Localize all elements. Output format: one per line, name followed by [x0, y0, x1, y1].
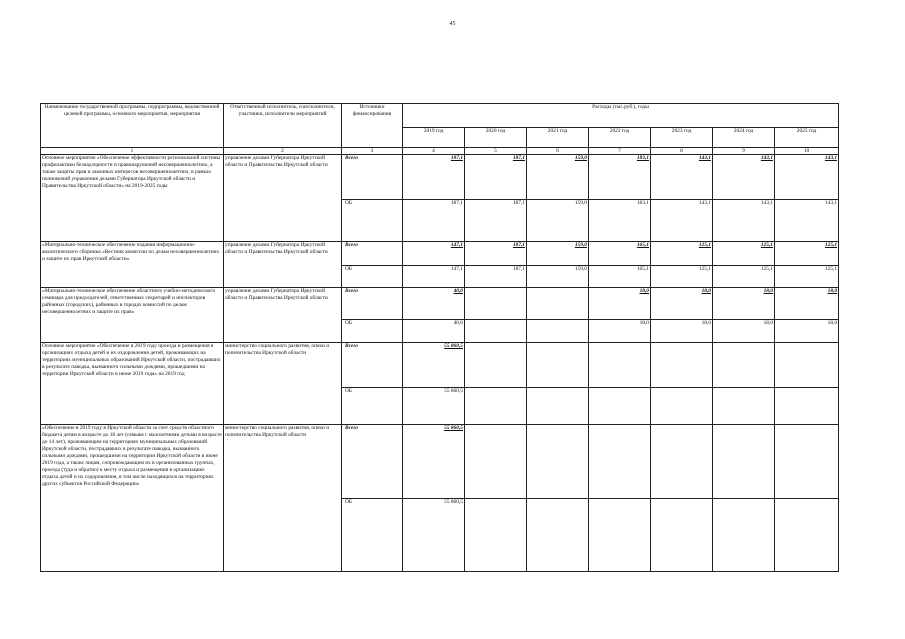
measure-name-cell: «Материально-техническое обеспечение областного учебно-методического семинара для председателей, ответственных секретарей и инспекторов районных (городских), районных в городах комиссий по делам несовершеннолетних и защите их прав» [41, 288, 224, 343]
ob-value-cell: 18,0 [651, 320, 713, 343]
total-value-cell: 187,1 [403, 155, 465, 200]
ob-value-cell [713, 499, 775, 572]
total-value-cell: 159,0 [527, 242, 589, 266]
column-number: 3 [342, 148, 403, 155]
total-value-cell [775, 425, 839, 499]
responsible-cell: министерство социального развития, опеки и попечительства Иркутской области [224, 343, 342, 425]
source-total-label: Всего [345, 288, 358, 294]
column-number: 9 [713, 148, 775, 155]
total-value-cell [651, 343, 713, 388]
source-ob-label: ОБ [345, 388, 352, 394]
total-value-cell: 18,0 [589, 288, 651, 320]
source-ob-label: ОБ [345, 320, 352, 326]
header-year: 2025 год [775, 128, 839, 148]
source-ob-cell [342, 388, 403, 425]
ob-value-cell: 143,1 [651, 200, 713, 242]
source-total-label: Всего [345, 343, 358, 349]
total-value-cell: 18,0 [775, 288, 839, 320]
ob-value-cell: 143,1 [713, 200, 775, 242]
source-total-label: Всего [345, 155, 358, 161]
source-total-cell [342, 288, 403, 320]
total-value-cell: 18,0 [713, 288, 775, 320]
total-value-cell: 187,1 [465, 155, 527, 200]
total-value-cell [465, 288, 527, 320]
total-value-cell: 147,1 [403, 242, 465, 266]
measure-name-cell: Основное мероприятие «Обеспечение эффективности региональной системы профилактики безнадзорности и правонарушений несовершеннолетних, а также защиты прав и законных интересов несовершеннолетних, в рамках полномочий управления делами Губернатора Иркутской области и Правительства Иркутской области» на 2019-2025 годы [41, 155, 224, 242]
header-year: 2022 год [589, 128, 651, 148]
header-year: 2023 год [651, 128, 713, 148]
total-value-cell [527, 288, 589, 320]
column-number: 4 [403, 148, 465, 155]
ob-value-cell: 165,1 [589, 266, 651, 288]
ob-value-cell: 18,0 [713, 320, 775, 343]
source-ob-cell [342, 266, 403, 288]
column-number: 10 [775, 148, 839, 155]
total-value-cell: 125,1 [775, 242, 839, 266]
measure-name-cell: Основное мероприятие «Обеспечение в 2019 году проезда и размещения в организациях отдыха детей и их оздоровления детей, проживающих на территориях муниципальных образований Иркутской области, пострадавших в результате паводка, вызванного сильными дождями, прошедшими на территории Иркутской области в июне 2019 года» на 2019 год [41, 343, 224, 425]
source-total-cell [342, 425, 403, 499]
responsible-cell: министерство социального развития, опеки и попечительства Иркутской области [224, 425, 342, 572]
column-number: 1 [41, 148, 224, 155]
ob-value-cell [775, 388, 839, 425]
responsible-cell: управление делами Губернатора Иркутской области и Правительства Иркутской области [224, 242, 342, 288]
ob-value-cell [589, 499, 651, 572]
total-value-cell [651, 425, 713, 499]
column-number: 8 [651, 148, 713, 155]
table-row [41, 242, 839, 266]
header-expenses: Расходы (тыс.руб.), годы [403, 104, 839, 128]
source-ob-label: ОБ [345, 200, 352, 206]
ob-value-cell: 187,1 [465, 200, 527, 242]
source-total-cell [342, 343, 403, 388]
total-value-cell: 165,1 [589, 242, 651, 266]
total-value-cell: 55 860,5 [403, 425, 465, 499]
total-value-cell: 143,1 [775, 155, 839, 200]
source-total-label: Всего [345, 242, 358, 248]
budget-table [40, 103, 839, 572]
ob-value-cell: 125,1 [651, 266, 713, 288]
source-total-cell [342, 155, 403, 200]
source-ob-cell [342, 499, 403, 572]
total-value-cell: 18,0 [651, 288, 713, 320]
ob-value-cell [527, 499, 589, 572]
total-value-cell: 183,1 [589, 155, 651, 200]
responsible-cell: управление делами Губернатора Иркутской области и Правительства Иркутской области [224, 288, 342, 343]
ob-value-cell: 18,0 [589, 320, 651, 343]
header-source: Источники финансирования [342, 104, 403, 148]
total-value-cell [527, 343, 589, 388]
total-value-cell [465, 425, 527, 499]
column-number: 7 [589, 148, 651, 155]
ob-value-cell: 183,1 [589, 200, 651, 242]
total-value-cell [589, 343, 651, 388]
measure-name-cell: «Материально-техническое обеспечение издания информационно-аналитического сборника «Вестник комиссии по делам несовершеннолетних и защите их прав Иркутской области» [41, 242, 224, 288]
table-body [41, 155, 839, 572]
total-value-cell [465, 343, 527, 388]
column-number: 2 [224, 148, 342, 155]
ob-value-cell: 187,1 [465, 266, 527, 288]
ob-value-cell: 187,1 [403, 200, 465, 242]
total-value-cell: 143,1 [651, 155, 713, 200]
header-year: 2020 год [465, 128, 527, 148]
ob-value-cell [775, 499, 839, 572]
ob-value-cell [465, 388, 527, 425]
total-value-cell: 143,1 [713, 155, 775, 200]
ob-value-cell: 18,0 [775, 320, 839, 343]
total-value-cell: 187,1 [465, 242, 527, 266]
table-row [41, 155, 839, 200]
column-number: 6 [527, 148, 589, 155]
ob-value-cell [465, 320, 527, 343]
header-year: 2019 год [403, 128, 465, 148]
source-ob-label: ОБ [345, 266, 352, 272]
ob-value-cell: 55 860,5 [403, 388, 465, 425]
ob-value-cell [527, 320, 589, 343]
total-value-cell [775, 343, 839, 388]
header-year: 2024 год [713, 128, 775, 148]
total-value-cell: 125,1 [651, 242, 713, 266]
total-value-cell [713, 425, 775, 499]
ob-value-cell [651, 388, 713, 425]
ob-value-cell [465, 499, 527, 572]
column-number: 5 [465, 148, 527, 155]
ob-value-cell [589, 388, 651, 425]
measure-name-cell: «Обеспечение в 2019 году в Иркутской области за счет средств областного бюджета детям в возрасте до 18 лет (семьям с малолетними детьми в возрасте до 14 лет), проживающим на территориях муниципальных образований Иркутской области, пострадавших в результате паводка, вызванного сильными дождями, прошедшими на территории Иркутской области в июне 2019 года, а также лицам, сопровождающим их в организованных группах, проезда (туда и обратно) к месту отдыха и размещения в организациях отдыха детей и их оздоровления, в том числе находящихся на территориях других субъектов Российской Федерации» [41, 425, 224, 572]
ob-value-cell: 147,1 [403, 266, 465, 288]
source-ob-cell [342, 200, 403, 242]
header-name: Наименование государственной программы, подпрограммы, ведомственной целевой программы, основного мероприятия, мероприятия [41, 104, 224, 148]
ob-value-cell [651, 499, 713, 572]
table-row [41, 425, 839, 499]
ob-value-cell [527, 388, 589, 425]
source-total-cell [342, 242, 403, 266]
responsible-cell: управление делами Губернатора Иркутской области и Правительства Иркутской области [224, 155, 342, 242]
table-row [41, 343, 839, 388]
source-total-label: Всего [345, 425, 358, 431]
ob-value-cell: 55 860,5 [403, 499, 465, 572]
table-row [41, 288, 839, 320]
total-value-cell: 40,0 [403, 288, 465, 320]
ob-value-cell: 159,0 [527, 200, 589, 242]
ob-value-cell: 143,1 [775, 200, 839, 242]
source-ob-label: ОБ [345, 499, 352, 505]
header-year: 2021 год [527, 128, 589, 148]
ob-value-cell: 125,1 [713, 266, 775, 288]
page-number: 45 [449, 21, 456, 27]
total-value-cell: 159,0 [527, 155, 589, 200]
total-value-cell [589, 425, 651, 499]
total-value-cell: 125,1 [713, 242, 775, 266]
ob-value-cell: 125,1 [775, 266, 839, 288]
ob-value-cell: 159,0 [527, 266, 589, 288]
ob-value-cell: 40,0 [403, 320, 465, 343]
total-value-cell [527, 425, 589, 499]
ob-value-cell [713, 388, 775, 425]
header-responsible: Ответственный исполнитель, соисполнители, участники, исполнители мероприятий [224, 104, 342, 148]
source-ob-cell [342, 320, 403, 343]
total-value-cell: 55 860,5 [403, 343, 465, 388]
total-value-cell [713, 343, 775, 388]
